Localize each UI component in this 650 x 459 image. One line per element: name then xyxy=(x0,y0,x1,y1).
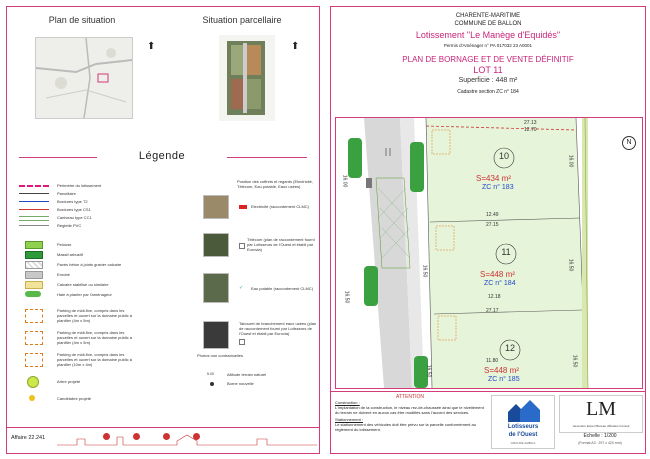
lot-number: 12 xyxy=(504,343,515,353)
scale-label: Echelle : 1/200 xyxy=(583,433,617,439)
legend-label: Position des coffrets et regards (Electricité, Télécom, Eau potable, Eaux usées) xyxy=(237,179,313,189)
plan-sheet xyxy=(330,6,646,454)
legend-label: Parcellaire xyxy=(57,191,76,196)
situation-map xyxy=(35,37,133,119)
lot-area: S=448 m² xyxy=(484,366,519,375)
legend-swatch-parking xyxy=(25,353,43,367)
legend-swatch-border-cs1 xyxy=(19,209,49,210)
plan-svg xyxy=(336,118,642,388)
parcel-map-drawing xyxy=(219,35,275,121)
parcel-situation-title: Situation parcellaire xyxy=(202,15,282,25)
dimension: 16.00 xyxy=(567,154,574,168)
legend-label: Périmètre du lotissement xyxy=(57,183,102,188)
surveyor-monogram: LM xyxy=(586,398,616,420)
surveyor-logo xyxy=(559,395,643,433)
legend-sheet xyxy=(6,6,320,454)
surface: Superficie : 448 m² xyxy=(458,77,518,84)
photo-cabinet xyxy=(203,195,229,219)
dimension: 16.50 xyxy=(343,290,350,304)
houses-logo-icon xyxy=(506,400,540,422)
legend-label: Candélabre projeté xyxy=(57,396,92,401)
phone-icon xyxy=(133,433,140,440)
legend-swatch-gutter xyxy=(19,216,49,221)
north-arrow-icon: ⬆ xyxy=(291,41,300,52)
attention-title: ATTENTION xyxy=(396,394,424,400)
legend-swatch-limestone xyxy=(25,281,43,289)
lot-parcel: ZC n° 184 xyxy=(484,280,516,287)
north-arrow-icon: N xyxy=(622,136,636,150)
dimension: 27.17 xyxy=(486,308,499,314)
project-title: Lotissement "Le Manège d'Equidés" xyxy=(415,30,561,40)
legend-label: Pelouse xyxy=(57,242,72,247)
lot-area: S=434 m² xyxy=(476,174,511,183)
legend-swatch-hedge xyxy=(25,291,41,297)
attention-heading: Construction : xyxy=(335,400,360,405)
commune: COMMUNE DE BALLON xyxy=(454,21,522,27)
streetlight-icon xyxy=(29,395,35,401)
legend-label: Electricité (raccordement CLMC) xyxy=(251,204,310,209)
tree-icon xyxy=(27,376,39,388)
scale-format: (Format A3 : 297 x 420 mm) xyxy=(578,441,622,445)
lot-number: 10 xyxy=(498,151,509,161)
legend-label: Altitude terrain naturel xyxy=(227,372,267,377)
legend-label: Arbre projeté xyxy=(57,379,81,384)
legend-label: Caniveau type CC1 xyxy=(57,215,92,220)
lot-parcel: ZC n° 183 xyxy=(482,184,514,191)
legend-label: Borne nouvelle xyxy=(227,381,254,386)
legend-label: Pavés béton à joints gravier calcaire xyxy=(57,262,122,267)
cadastre: Cadastre section ZC n° 184 xyxy=(457,89,519,95)
legend-label: Parking de midi-fixe, compris dans les parcelles et ouvert sur la domaine public à planifier (4m x 5m) xyxy=(57,308,132,323)
logo-text: Lotisseurs xyxy=(507,424,539,430)
attention-heading: Stationnement : xyxy=(335,417,364,422)
legend-swatch-shrub xyxy=(25,251,43,259)
altitude-sample: 5.00 xyxy=(207,372,214,376)
skyline-decoration xyxy=(57,431,317,447)
legend-swatch-asphalt xyxy=(25,271,43,279)
telecom-icon xyxy=(239,243,245,249)
lot-number: 11 xyxy=(501,247,511,257)
photo-disclaimer: Photos non contractuelles xyxy=(197,353,244,358)
dimension: 12.70 xyxy=(524,127,537,133)
lot-parcel: ZC n° 185 xyxy=(488,376,520,383)
email-icon xyxy=(163,433,170,440)
photo-wastewater xyxy=(203,321,229,349)
dimension: 16.50 xyxy=(571,354,578,368)
situation-plan-title: Plan de situation xyxy=(48,15,116,25)
surveyor-text: Géomètre Expert Bureau d'Études Conseil xyxy=(572,424,630,428)
legend-label: Parking de midi-fixe, compris dans les parcelles et ouvert sur la domaine public à planifier (10m x 4m) xyxy=(57,352,132,367)
plan-drawing xyxy=(335,117,643,389)
survey-marker-icon xyxy=(210,382,214,386)
legend-label: Haie à planter par l'aménageur xyxy=(57,292,112,297)
legend-swatch-parking xyxy=(25,331,43,345)
legend-label: Bordures type T2 xyxy=(57,199,88,204)
legend-label: Massif arbustif xyxy=(57,252,83,257)
lot-area: S=448 m² xyxy=(480,270,515,279)
situation-map-drawing xyxy=(36,38,132,118)
attention-text: Le stationnement des véhicules doit être prévu sur la parcelle conformément au règlement du lotissement. xyxy=(335,422,476,432)
attention-text: L'implantation de la construction, le niveau rez-de-chaussée ainsi que le nivellement du terrain ne doivent en aucun cas être modifiés sans l'accord des services. xyxy=(335,405,484,415)
electricity-icon xyxy=(239,205,247,209)
photo-water xyxy=(203,273,229,303)
logo-subtext: GROUPE AMBLIA xyxy=(510,441,536,445)
lot-title: LOT 11 xyxy=(473,65,503,75)
department: CHARENTE-MARITIME xyxy=(455,13,521,19)
permit-number: Permis d'Aménager n° PA 017032 23 A0001 xyxy=(443,43,533,48)
web-icon xyxy=(193,433,200,440)
legend-label: Parking de midi-fixe, compris dans les parcelles et ouvert sur la domaine public à planifier (4m x 5m) xyxy=(57,330,132,345)
legend-swatch-parcel xyxy=(19,193,49,194)
legend-swatch-perimeter xyxy=(19,185,49,187)
attention-block xyxy=(335,395,485,432)
dimension: 16.50 xyxy=(567,258,574,272)
dimension: 27.13 xyxy=(524,120,537,126)
logo-text: de l'Ouest xyxy=(508,432,538,438)
checkmark-icon: ✓ xyxy=(239,285,244,291)
wastewater-icon xyxy=(239,339,245,345)
north-arrow-icon: ⬆ xyxy=(147,41,156,52)
legend-label: Bordures type CS1 xyxy=(57,207,91,212)
plan-title: PLAN DE BORNAGE ET DE VENTE DÉFINITIF xyxy=(402,55,574,64)
legend-swatch-pvc xyxy=(19,225,49,226)
affaire-ref: Affaire 22.241 xyxy=(11,435,46,441)
location-pin-icon xyxy=(103,433,110,440)
dimension: 16.00 xyxy=(341,174,348,188)
dimension: 16.50 xyxy=(425,364,432,378)
dimension: 12.18 xyxy=(488,294,501,300)
lotisseurs-logo xyxy=(491,395,555,449)
legend-label: Réglette PVC xyxy=(57,223,82,228)
legend-swatch-pavers xyxy=(25,261,43,269)
legend-label: Télécom (plan de raccordement fourni par Lotisseurs de l'Ouest et établi par Eurovia) xyxy=(247,237,315,252)
legend-label: Tabouret de branchement eaux usées (plan de raccordement fourni par Lotisseurs de l'Ouest et établi par Eurovia) xyxy=(239,321,317,336)
photo-telecom xyxy=(203,233,229,257)
legend-swatch-lawn xyxy=(25,241,43,249)
parcel-map xyxy=(219,35,275,121)
legend-label: Calcaire stabilisé ou similaire xyxy=(57,282,109,287)
legend-label: Enrobé xyxy=(57,272,70,277)
dimension: 27.15 xyxy=(486,222,499,228)
legend-swatch-parking xyxy=(25,309,43,323)
dimension: 11.80 xyxy=(486,358,499,364)
dimension: 16.50 xyxy=(421,264,428,278)
legend-swatch-border-t2 xyxy=(19,201,49,202)
legend-label: Eau potable (raccordement CLMC) xyxy=(251,286,314,291)
legend-title: Légende xyxy=(97,150,227,162)
dimension: 12.49 xyxy=(486,212,499,218)
